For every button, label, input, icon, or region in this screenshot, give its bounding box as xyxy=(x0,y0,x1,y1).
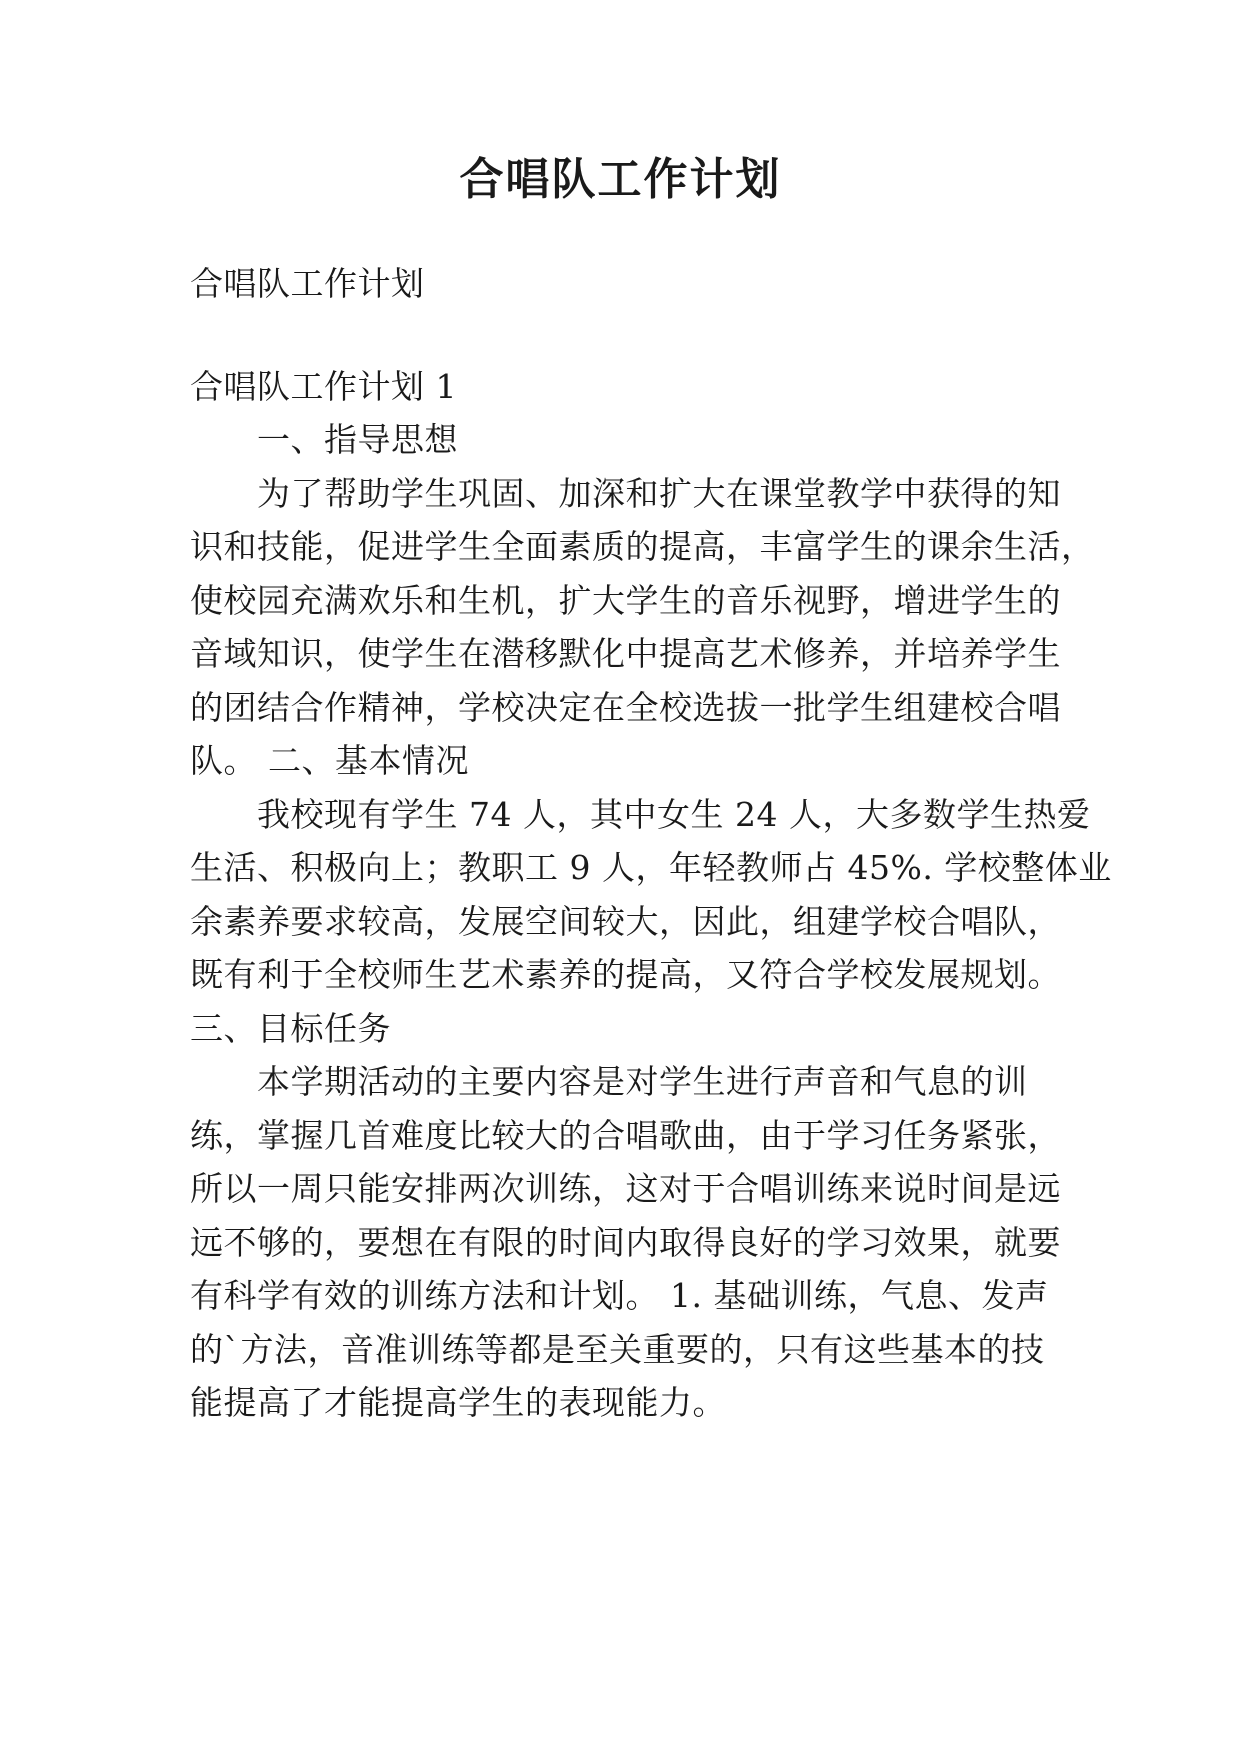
paragraph-line: 音域知识，使学生在潜移默化中提高艺术修养，并培养学生 xyxy=(190,634,1061,673)
paragraph-line: 识和技能，促进学生全面素质的提高，丰富学生的课余生活， xyxy=(190,527,1095,566)
paragraph-line: 使校园充满欢乐和生机，扩大学生的音乐视野，增进学生的 xyxy=(190,581,1061,620)
paragraph-line: 我校现有学生 74 人，其中女生 24 人，大多数学生热爱 xyxy=(257,795,1091,834)
document-title: 合唱队工作计划 xyxy=(459,154,782,205)
paragraph-line: 既有利于全校师生艺术素养的提高，又符合学校发展规划。 xyxy=(190,955,1061,994)
paragraph-line: 的`方法，音准训练等都是至关重要的，只有这些基本的技 xyxy=(190,1330,1045,1369)
paragraph-line: 能提高了才能提高学生的表现能力。 xyxy=(190,1383,726,1422)
section-heading: 一、指导思想 xyxy=(257,420,458,459)
subtitle-line: 合唱队工作计划 xyxy=(190,264,425,303)
section-heading: 三、目标任务 xyxy=(190,1009,391,1048)
paragraph-line: 所以一周只能安排两次训练，这对于合唱训练来说时间是远 xyxy=(190,1169,1061,1208)
paragraph-line: 的团结合作精神，学校决定在全校选拔一批学生组建校合唱 xyxy=(190,688,1061,727)
paragraph-line: 队。 二、基本情况 xyxy=(190,741,469,780)
paragraph-line: 远不够的，要想在有限的时间内取得良好的学习效果，就要 xyxy=(190,1223,1061,1262)
paragraph-line: 练，掌握几首难度比较大的合唱歌曲，由于学习任务紧张， xyxy=(190,1116,1061,1155)
paragraph-line: 生活、积极向上；教职工 9 人，年轻教师占 45%. 学校整体业 xyxy=(190,848,1112,887)
paragraph-line: 有科学有效的训练方法和计划。 1. 基础训练，气息、发声 xyxy=(190,1276,1049,1315)
section-heading: 合唱队工作计划 1 xyxy=(190,367,457,406)
paragraph-line: 为了帮助学生巩固、加深和扩大在课堂教学中获得的知 xyxy=(257,474,1061,513)
paragraph-line: 本学期活动的主要内容是对学生进行声音和气息的训 xyxy=(257,1062,1028,1101)
paragraph-line: 余素养要求较高，发展空间较大，因此，组建学校合唱队， xyxy=(190,902,1061,941)
